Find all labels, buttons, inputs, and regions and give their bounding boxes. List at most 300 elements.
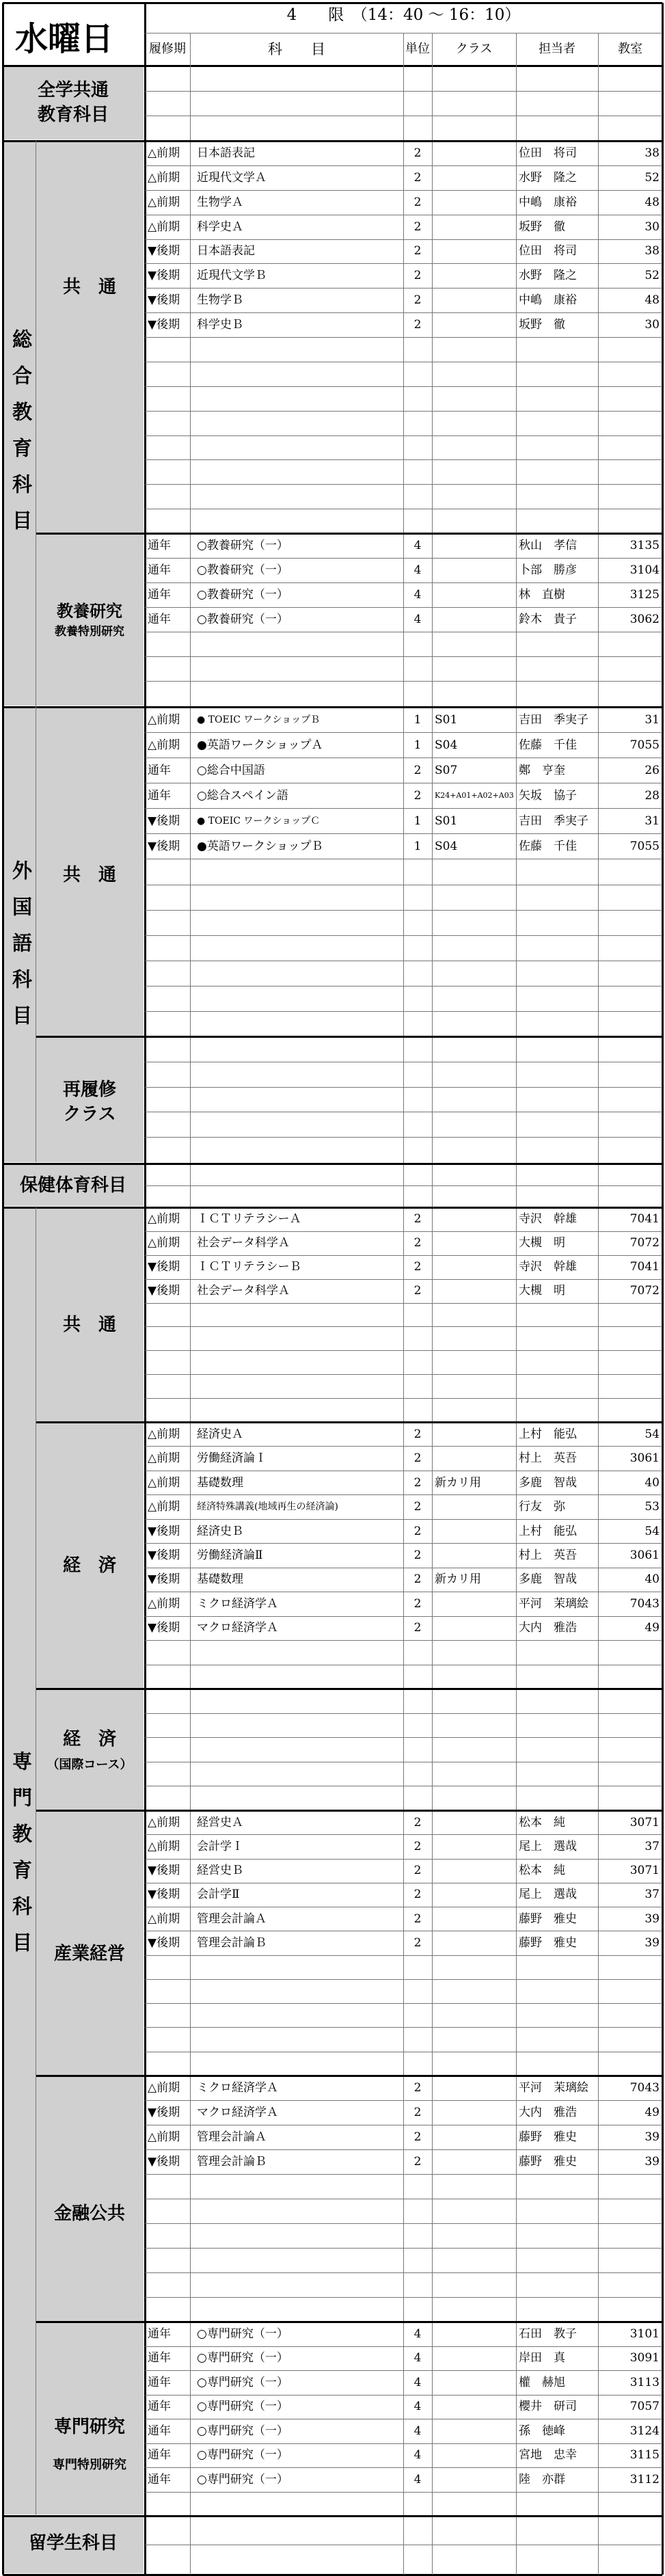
cell-units: 1 bbox=[413, 840, 422, 853]
cell-term: ▼後期 bbox=[148, 1936, 180, 1950]
cell-subject: 管理会計論Ｂ bbox=[197, 1936, 267, 1950]
cell-subject: マクロ経済学Ａ bbox=[197, 2106, 278, 2119]
rule bbox=[145, 91, 662, 92]
cell-term: 通年 bbox=[148, 563, 171, 577]
sub-keizai-kokusai-course: （国際コース） bbox=[46, 1758, 133, 1772]
rule bbox=[145, 2027, 662, 2028]
rule bbox=[145, 312, 662, 313]
cell-term: △前期 bbox=[148, 1816, 180, 1829]
cell-units: 2 bbox=[413, 2155, 422, 2169]
cell-room: 3124 bbox=[629, 2424, 660, 2438]
period-header: 4 限 （14：40 ～ 16：10） bbox=[286, 6, 521, 24]
cell-subject: ○専門研究（一） bbox=[197, 2424, 288, 2438]
cell-term: △前期 bbox=[148, 171, 180, 185]
cell-room: 39 bbox=[644, 1912, 660, 1926]
cell-term: △前期 bbox=[148, 1236, 180, 1250]
cell-subject: ●英語ワークショップＡ bbox=[197, 738, 323, 752]
rule bbox=[190, 33, 191, 2575]
cell-term: △前期 bbox=[148, 2130, 180, 2144]
cell-units: 2 bbox=[413, 1888, 422, 1901]
rule bbox=[145, 2297, 662, 2298]
rule bbox=[36, 2321, 662, 2323]
rule bbox=[145, 2492, 662, 2493]
rule bbox=[145, 2003, 662, 2004]
cell-room: 31 bbox=[644, 814, 660, 828]
rule bbox=[36, 1688, 662, 1690]
cell-subject: ○総合スペイン語 bbox=[197, 789, 288, 803]
cell-units: 2 bbox=[413, 1451, 422, 1465]
rule bbox=[145, 1713, 662, 1714]
cell-room: 54 bbox=[644, 1525, 660, 1538]
rule bbox=[3, 1207, 662, 1209]
rule bbox=[145, 1640, 662, 1641]
cell-units: 1 bbox=[413, 713, 422, 727]
sub-sangyo: 産業経営 bbox=[53, 1944, 125, 1964]
rule bbox=[36, 1810, 662, 1812]
cell-teacher: 藤野 雅史 bbox=[519, 2155, 577, 2169]
cell-teacher: 尾上 選哉 bbox=[519, 1840, 577, 1853]
rule bbox=[145, 2346, 662, 2347]
cell-room: 3104 bbox=[629, 563, 660, 577]
rule bbox=[145, 2223, 662, 2224]
cell-units: 2 bbox=[413, 146, 422, 160]
cell-subject: 社会データ科学Ａ bbox=[197, 1236, 290, 1250]
cell-teacher: 大内 雅浩 bbox=[519, 2106, 577, 2119]
cell-subject: マクロ経済学Ａ bbox=[197, 1621, 278, 1635]
cell-class: S01 bbox=[435, 713, 458, 727]
cell-term: ▼後期 bbox=[148, 244, 180, 258]
cell-term: △前期 bbox=[148, 1212, 180, 1226]
cell-room: 3061 bbox=[629, 1451, 660, 1465]
rule bbox=[145, 1231, 662, 1232]
column-header: 担当者 bbox=[539, 42, 575, 56]
cell-teacher: 平河 茉璃絵 bbox=[519, 2081, 588, 2095]
cell-term: ▼後期 bbox=[148, 1284, 180, 1298]
cell-units: 2 bbox=[413, 764, 422, 777]
cell-class: 新カリ用 bbox=[435, 1572, 481, 1586]
cell-teacher: 岸田 真 bbox=[519, 2351, 565, 2365]
cell-room: 3071 bbox=[629, 1816, 660, 1829]
cell-units: 2 bbox=[413, 1212, 422, 1226]
cell-term: ▼後期 bbox=[148, 1548, 180, 1562]
column-header: クラス bbox=[455, 42, 493, 56]
cell-teacher: 多鹿 智哉 bbox=[519, 1572, 577, 1586]
cell-term: △前期 bbox=[148, 1912, 180, 1926]
cell-term: 通年 bbox=[148, 764, 171, 777]
cell-class: S01 bbox=[435, 814, 458, 828]
cell-room: 7041 bbox=[629, 1212, 660, 1226]
cell-teacher: 中嶋 康裕 bbox=[519, 196, 577, 209]
cell-subject: 労働経済論Ⅱ bbox=[197, 1548, 263, 1562]
cell-teacher: 卜部 勝彦 bbox=[519, 563, 577, 577]
cell-subject: 会計学Ⅱ bbox=[197, 1888, 240, 1901]
cell-term: ▼後期 bbox=[148, 814, 180, 828]
cell-subject: ミクロ経済学Ａ bbox=[197, 1597, 278, 1611]
cell-teacher: 秋山 孝信 bbox=[519, 539, 577, 552]
cell-subject: 経営史Ａ bbox=[197, 1816, 243, 1829]
cell-term: △前期 bbox=[148, 1427, 180, 1441]
cell-term: 通年 bbox=[148, 2448, 171, 2462]
cell-term: △前期 bbox=[148, 146, 180, 160]
cell-teacher: 上村 能弘 bbox=[519, 1427, 577, 1441]
rule bbox=[145, 1326, 662, 1327]
cell-subject: ○教養研究（一） bbox=[197, 613, 288, 626]
cell-units: 1 bbox=[413, 738, 422, 752]
zengaku-label: 全学共通 教育科目 bbox=[37, 80, 109, 125]
cell-teacher: 村上 英吾 bbox=[519, 1451, 577, 1465]
cell-term: ▼後期 bbox=[148, 2106, 180, 2119]
cell-units: 2 bbox=[413, 171, 422, 185]
cell-subject: 近現代文学Ａ bbox=[197, 171, 267, 185]
rule bbox=[145, 190, 662, 191]
cell-room: 39 bbox=[644, 1936, 660, 1950]
cell-room: 3135 bbox=[629, 539, 660, 552]
cell-subject: ○教養研究（一） bbox=[197, 588, 288, 602]
cell-units: 2 bbox=[413, 196, 422, 209]
rule bbox=[598, 33, 599, 2575]
rule bbox=[145, 2395, 662, 2396]
cell-room: 7057 bbox=[629, 2400, 660, 2413]
cell-units: 4 bbox=[413, 588, 422, 602]
cell-teacher: 藤野 雅史 bbox=[519, 1912, 577, 1926]
cell-room: 7072 bbox=[629, 1236, 660, 1250]
day-title: 水曜日 bbox=[15, 20, 114, 58]
cell-units: 2 bbox=[413, 789, 422, 803]
cell-term: 通年 bbox=[148, 2376, 171, 2389]
cell-teacher: 多鹿 智哉 bbox=[519, 1476, 577, 1490]
cell-class: 新カリ用 bbox=[435, 1476, 481, 1490]
cell-class: S04 bbox=[435, 840, 458, 853]
rule bbox=[3, 65, 662, 67]
cell-subject: ● TOEIC ワークショップＣ bbox=[197, 816, 321, 827]
rule bbox=[145, 1955, 662, 1956]
cell-room: 7041 bbox=[629, 1260, 660, 1274]
cell-subject: ○教養研究（一） bbox=[197, 563, 288, 577]
rule bbox=[36, 2075, 662, 2077]
cell-term: ▼後期 bbox=[148, 1572, 180, 1586]
cell-room: 3115 bbox=[629, 2448, 660, 2462]
cell-subject: ○専門研究（一） bbox=[197, 2400, 288, 2413]
cell-subject: 管理会計論Ａ bbox=[197, 1912, 267, 1926]
cell-units: 4 bbox=[413, 539, 422, 552]
rule bbox=[145, 833, 662, 834]
rule bbox=[36, 1421, 662, 1423]
rule bbox=[145, 386, 662, 387]
cell-subject: 管理会計論Ａ bbox=[197, 2130, 267, 2144]
cell-subject: 生物学Ａ bbox=[197, 196, 243, 209]
sub-saishushu: 再履修 クラス bbox=[62, 1079, 116, 1125]
cell-room: 48 bbox=[644, 293, 660, 307]
cell-room: 39 bbox=[644, 2130, 660, 2144]
cell-room: 30 bbox=[644, 220, 660, 234]
rule bbox=[145, 808, 662, 809]
cell-subject: ○専門研究（一） bbox=[197, 2376, 288, 2389]
cell-teacher: 藤野 雅史 bbox=[519, 1936, 577, 1950]
cell-room: 40 bbox=[644, 1572, 660, 1586]
cell-room: 30 bbox=[644, 318, 660, 332]
sub-kyoyo: 教養研究 bbox=[57, 602, 122, 621]
rule bbox=[145, 732, 662, 733]
cell-teacher: 藤野 雅史 bbox=[519, 2130, 577, 2144]
cell-teacher: 矢坂 協子 bbox=[519, 789, 577, 803]
cell-room: 54 bbox=[644, 1427, 660, 1441]
cell-units: 2 bbox=[413, 1525, 422, 1538]
cell-term: △前期 bbox=[148, 1840, 180, 1853]
rule bbox=[145, 2443, 662, 2444]
cell-teacher: 水野 隆之 bbox=[519, 269, 577, 282]
cell-term: ▼後期 bbox=[148, 293, 180, 307]
cell-room: 7043 bbox=[629, 2081, 660, 2095]
rule bbox=[145, 1255, 662, 1256]
cell-teacher: 陸 亦群 bbox=[519, 2473, 565, 2486]
cell-subject: 基礎数理 bbox=[197, 1476, 243, 1490]
rule bbox=[144, 3, 146, 2575]
cell-room: 40 bbox=[644, 1476, 660, 1490]
rule bbox=[145, 681, 662, 682]
rule bbox=[145, 757, 662, 758]
cell-room: 37 bbox=[644, 1888, 660, 1901]
rule bbox=[145, 2272, 662, 2273]
cell-class: S04 bbox=[435, 738, 458, 752]
cell-units: 4 bbox=[413, 2351, 422, 2365]
cell-units: 2 bbox=[413, 2106, 422, 2119]
cell-term: 通年 bbox=[148, 2473, 171, 2486]
sub-sougou-kyotsu: 共 通 bbox=[62, 277, 116, 297]
cell-units: 2 bbox=[413, 293, 422, 307]
cell-term: △前期 bbox=[148, 2081, 180, 2095]
cell-subject: 会計学Ｉ bbox=[197, 1840, 243, 1853]
cell-room: 31 bbox=[644, 713, 660, 727]
cell-teacher: 中嶋 康裕 bbox=[519, 293, 577, 307]
cell-term: ▼後期 bbox=[148, 2155, 180, 2169]
cell-term: △前期 bbox=[148, 220, 180, 234]
cell-subject: ○専門研究（一） bbox=[197, 2448, 288, 2462]
cell-teacher: 櫻井 研司 bbox=[519, 2400, 577, 2413]
cell-units: 2 bbox=[413, 1572, 422, 1586]
rule bbox=[145, 2248, 662, 2249]
cell-subject: 科学史Ｂ bbox=[197, 318, 243, 332]
rule bbox=[145, 263, 662, 264]
cell-room: 52 bbox=[644, 171, 660, 185]
rule bbox=[145, 1519, 662, 1520]
rule bbox=[145, 986, 662, 987]
cell-room: 7072 bbox=[629, 1284, 660, 1298]
cell-subject: 管理会計論Ｂ bbox=[197, 2155, 267, 2169]
cell-term: 通年 bbox=[148, 2400, 171, 2413]
cell-room: 49 bbox=[644, 2106, 660, 2119]
rule bbox=[145, 1374, 662, 1375]
cell-term: 通年 bbox=[148, 2424, 171, 2438]
cell-units: 1 bbox=[413, 814, 422, 828]
cell-units: 2 bbox=[413, 1500, 422, 1514]
gaikoku-vertical-label: 外国語科目 bbox=[10, 859, 33, 1041]
cell-subject: 近現代文学Ｂ bbox=[197, 269, 267, 282]
rule bbox=[145, 1834, 662, 1835]
cell-units: 2 bbox=[413, 1427, 422, 1441]
cell-room: 3125 bbox=[629, 588, 660, 602]
rule bbox=[145, 582, 662, 583]
cell-units: 2 bbox=[413, 1912, 422, 1926]
cell-term: ▼後期 bbox=[148, 1260, 180, 1274]
cell-term: 通年 bbox=[148, 2351, 171, 2365]
rule bbox=[145, 337, 662, 338]
cell-room: 3113 bbox=[629, 2376, 660, 2389]
cell-units: 4 bbox=[413, 613, 422, 626]
rule bbox=[36, 1036, 662, 1038]
cell-units: 2 bbox=[413, 244, 422, 258]
cell-units: 2 bbox=[413, 1621, 422, 1635]
cell-units: 2 bbox=[413, 1816, 422, 1829]
cell-teacher: 權 赫旭 bbox=[519, 2376, 565, 2389]
rule bbox=[145, 1543, 662, 1544]
cell-term: ▼後期 bbox=[148, 318, 180, 332]
rule bbox=[3, 140, 662, 142]
cell-subject: 日本語表記 bbox=[197, 244, 255, 258]
cell-teacher: 佐藤 千佳 bbox=[519, 840, 577, 853]
cell-room: 37 bbox=[644, 1840, 660, 1853]
rule bbox=[145, 1087, 662, 1088]
rule bbox=[36, 533, 662, 535]
cell-room: 49 bbox=[644, 1621, 660, 1635]
cell-units: 2 bbox=[413, 1476, 422, 1490]
cell-room: 3091 bbox=[629, 2351, 660, 2365]
rule bbox=[145, 459, 662, 460]
cell-subject: 経済史Ｂ bbox=[197, 1525, 243, 1538]
cell-teacher: 松本 純 bbox=[519, 1816, 565, 1829]
cell-units: 2 bbox=[413, 1236, 422, 1250]
cell-subject: ○専門研究（一） bbox=[197, 2473, 288, 2486]
sougou-vertical-label: 総合教育科目 bbox=[10, 329, 33, 546]
cell-subject: 経営史Ｂ bbox=[197, 1864, 243, 1877]
rule bbox=[145, 1137, 662, 1138]
column-header: 科 目 bbox=[268, 41, 325, 57]
cell-subject: ○総合中国語 bbox=[197, 764, 265, 777]
sub-keizai: 経 済 bbox=[62, 1555, 116, 1576]
cell-teacher: 位田 将司 bbox=[519, 244, 577, 258]
cell-teacher: 上村 能弘 bbox=[519, 1525, 577, 1538]
rule bbox=[145, 2370, 662, 2371]
sub-senmon-kenkyu: 専門研究 bbox=[53, 2417, 125, 2437]
cell-units: 4 bbox=[413, 2448, 422, 2462]
cell-term: △前期 bbox=[148, 738, 180, 752]
cell-room: 39 bbox=[644, 2155, 660, 2169]
rule bbox=[145, 2467, 662, 2468]
cell-room: 52 bbox=[644, 269, 660, 282]
rule bbox=[145, 1279, 662, 1280]
cell-units: 2 bbox=[413, 1284, 422, 1298]
cell-term: △前期 bbox=[148, 713, 180, 727]
cell-teacher: 吉田 季実子 bbox=[519, 713, 588, 727]
cell-room: 3112 bbox=[629, 2473, 660, 2486]
cell-teacher: 孫 徳峰 bbox=[519, 2424, 565, 2438]
cell-term: △前期 bbox=[148, 1597, 180, 1611]
cell-subject: 経済史Ａ bbox=[197, 1427, 243, 1441]
cell-room: 48 bbox=[644, 196, 660, 209]
cell-teacher: 位田 将司 bbox=[519, 146, 577, 160]
column-header: 履修期 bbox=[149, 42, 186, 56]
cell-teacher: 村上 英吾 bbox=[519, 1548, 577, 1562]
cell-units: 2 bbox=[413, 220, 422, 234]
cell-subject: ○専門研究（一） bbox=[197, 2351, 288, 2365]
rule bbox=[145, 1350, 662, 1351]
cell-teacher: 佐藤 千佳 bbox=[519, 738, 577, 752]
cell-room: 7055 bbox=[629, 738, 660, 752]
cell-room: 53 bbox=[644, 1500, 660, 1514]
cell-subject: ミクロ経済学Ａ bbox=[197, 2081, 278, 2095]
cell-subject: 生物学Ｂ bbox=[197, 293, 243, 307]
rule bbox=[145, 288, 662, 289]
rule bbox=[432, 33, 433, 2575]
cell-room: 3061 bbox=[629, 1548, 660, 1562]
rule bbox=[3, 706, 662, 708]
cell-units: 2 bbox=[413, 2130, 422, 2144]
sub-keizai-kokusai: 経 済 bbox=[62, 1729, 116, 1749]
cell-room: 3062 bbox=[629, 613, 660, 626]
cell-term: ▼後期 bbox=[148, 1621, 180, 1635]
cell-room: 7055 bbox=[629, 840, 660, 853]
sub-senmon-tokubetsu: 専門特別研究 bbox=[53, 2458, 126, 2472]
cell-term: 通年 bbox=[148, 539, 171, 552]
cell-units: 2 bbox=[413, 1597, 422, 1611]
rule bbox=[145, 607, 662, 608]
cell-teacher: 鈴木 貴子 bbox=[519, 613, 577, 626]
cell-room: 3101 bbox=[629, 2327, 660, 2341]
cell-term: 通年 bbox=[148, 613, 171, 626]
cell-units: 4 bbox=[413, 2327, 422, 2341]
cell-teacher: 石田 教子 bbox=[519, 2327, 577, 2341]
rule bbox=[145, 1737, 662, 1738]
cell-units: 4 bbox=[413, 2376, 422, 2389]
cell-subject: ●英語ワークショップＢ bbox=[197, 840, 323, 853]
rule bbox=[145, 1616, 662, 1617]
ryugaku-label: 留学生科目 bbox=[28, 2533, 118, 2553]
sub-kyoyo-tokubetsu: 教養特別研究 bbox=[55, 625, 124, 639]
cell-units: 4 bbox=[413, 563, 422, 577]
cell-teacher: 大槻 明 bbox=[519, 1284, 565, 1298]
rule bbox=[145, 558, 662, 559]
cell-term: △前期 bbox=[148, 1500, 180, 1514]
cell-units: 4 bbox=[413, 2400, 422, 2413]
rule bbox=[145, 1494, 662, 1495]
cell-teacher: 吉田 季実子 bbox=[519, 814, 588, 828]
cell-term: △前期 bbox=[148, 1476, 180, 1490]
column-header: 単位 bbox=[405, 42, 430, 56]
cell-term: △前期 bbox=[148, 196, 180, 209]
cell-term: 通年 bbox=[148, 2327, 171, 2341]
cell-units: 2 bbox=[413, 318, 422, 332]
cell-room: 38 bbox=[644, 244, 660, 258]
rule bbox=[145, 1185, 662, 1186]
cell-subject: ＩＣＴリテラシーＢ bbox=[197, 1260, 301, 1274]
cell-class: S07 bbox=[435, 764, 458, 777]
column-header: 教室 bbox=[618, 42, 642, 56]
rule bbox=[145, 2100, 662, 2101]
rule bbox=[145, 2174, 662, 2175]
cell-term: ▼後期 bbox=[148, 1888, 180, 1901]
cell-teacher: 大内 雅浩 bbox=[519, 1621, 577, 1635]
cell-teacher: 寺沢 幹雄 bbox=[519, 1212, 577, 1226]
cell-room: 28 bbox=[644, 789, 660, 803]
cell-term: ▼後期 bbox=[148, 269, 180, 282]
cell-term: ▼後期 bbox=[148, 1525, 180, 1538]
rule bbox=[662, 3, 664, 2575]
rule bbox=[145, 910, 662, 911]
cell-units: 2 bbox=[413, 269, 422, 282]
cell-teacher: 大槻 明 bbox=[519, 1236, 565, 1250]
hoken-label: 保健体育科目 bbox=[19, 1175, 126, 1196]
cell-subject: 経済特殊講義(地域再生の経済論) bbox=[197, 1501, 338, 1512]
rule bbox=[2, 3, 4, 2575]
